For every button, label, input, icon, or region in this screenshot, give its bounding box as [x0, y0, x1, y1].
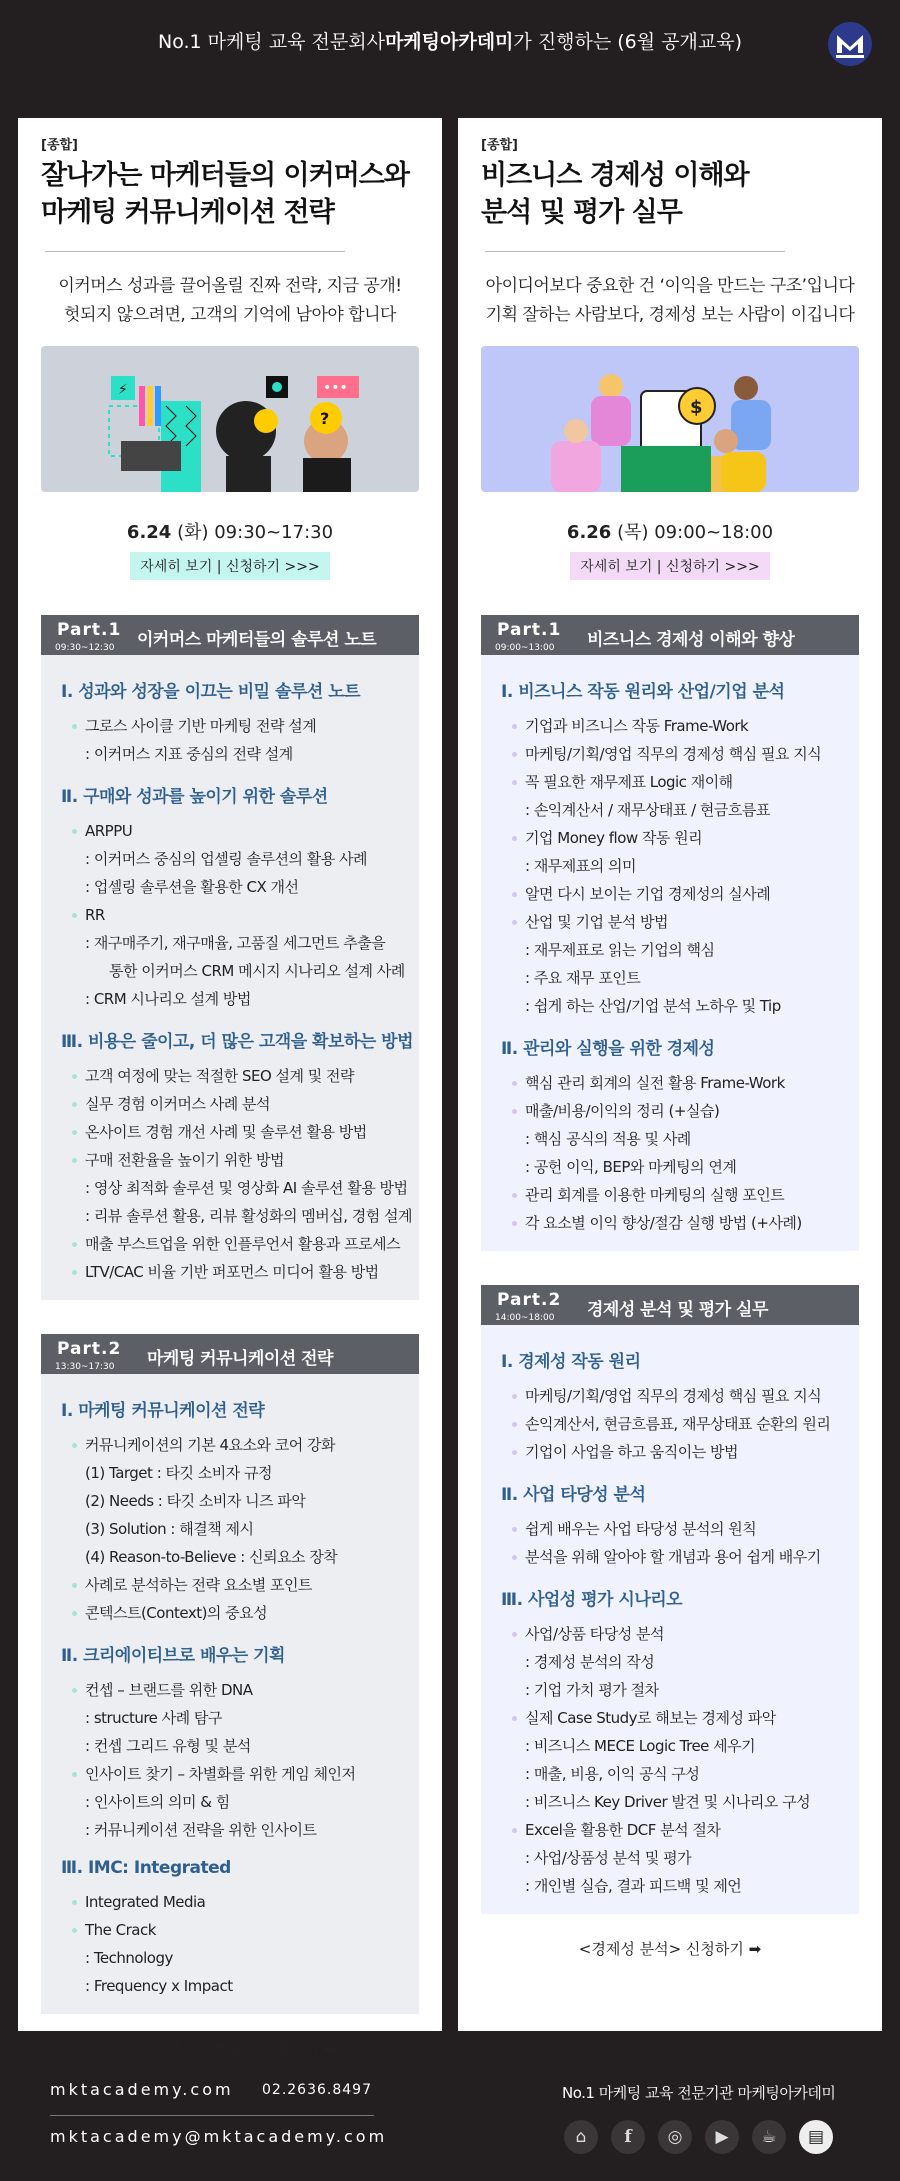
home-icon[interactable]: ⌂ [564, 2120, 598, 2154]
part-title: 마케팅 커뮤니케이션 전략 [147, 1349, 333, 1369]
course-title-line2: 분석 및 평가 실무 [481, 197, 682, 228]
curriculum-subitem: (1) Target : 타깃 소비자 규정 [85, 1464, 272, 1482]
date-time: (화) 09:30~17:30 [171, 522, 334, 543]
section-title: Ⅱ. 구매와 성과를 높이기 위한 솔루션 [61, 787, 328, 807]
intro-line2: 기획 잘하는 사람보다, 경제성 보는 사람이 이깁니다 [485, 305, 855, 325]
intro-line1: 이커머스 성과를 끌어올릴 진짜 전략, 지금 공개! [58, 276, 402, 296]
curriculum-subitem: : 매출, 비용, 이익 공식 구성 [525, 1765, 700, 1783]
course-title-line2: 마케팅 커뮤니케이션 전략 [41, 197, 334, 228]
curriculum-item: 인사이트 찾기 – 차별화를 위한 게임 체인저 [61, 1760, 419, 1788]
course-card-ecommerce [18, 118, 442, 2058]
banner-post: 가 진행하는 (6월 공개교육) [513, 30, 742, 53]
course-intro [41, 272, 419, 330]
part-time: 13:30~17:30 [55, 1362, 115, 1372]
curriculum-subitem: : 재무제표로 읽는 기업의 핵심 [525, 941, 715, 959]
curriculum-subitem: : Frequency x Impact [85, 1977, 233, 1995]
section-title: Ⅱ. 크리에이티브로 배우는 기획 [61, 1646, 285, 1666]
course-illustration [41, 346, 419, 492]
curriculum-item: 그로스 사이클 기반 마케팅 전략 설계 [61, 712, 419, 740]
curriculum-item: 실제 Case Study로 해보는 경제성 파악 [501, 1704, 859, 1732]
section-title: Ⅲ. 비용은 줄이고, 더 많은 고객을 확보하는 방법 [61, 1032, 414, 1052]
curriculum-subitem: : 손익계산서 / 재무상태표 / 현금흐름표 [525, 801, 770, 819]
top-banner [0, 0, 900, 80]
course-title [481, 157, 859, 231]
part-time: 09:30~12:30 [55, 643, 115, 653]
curriculum-subitem: : 경제성 분석의 작성 [525, 1653, 655, 1671]
part-number: Part.1 [57, 620, 122, 640]
course-title [41, 157, 419, 231]
part-time: 14:00~18:00 [495, 1313, 555, 1323]
curriculum-item: 매출/비용/이익의 정리 (+실습) [501, 1097, 859, 1125]
curriculum-item: The Crack [61, 1916, 419, 1944]
curriculum-item: 관리 회계를 이용한 마케팅의 실행 포인트 [501, 1181, 859, 1209]
curriculum-subitem: : 이커머스 중심의 업셀링 솔루션의 활용 사례 [85, 850, 367, 868]
footer-email[interactable]: mktacademy@mktacademy.com [50, 2127, 388, 2146]
curriculum-item: 마케팅/기획/영업 직무의 경제성 핵심 필요 지식 [501, 740, 859, 768]
detail-apply-button[interactable]: 자세히 보기 | 신청하기 >>> [130, 552, 329, 580]
curriculum-subitem: (3) Solution : 해결책 제시 [85, 1520, 254, 1538]
divider [485, 251, 785, 252]
curriculum-subitem: (4) Reason-to-Believe : 신뢰요소 장착 [85, 1548, 338, 1566]
curriculum-item: 사업/상품 타당성 분석 [501, 1620, 859, 1648]
curriculum-subitem: : structure 사례 탐구 [85, 1709, 222, 1727]
course-title-line1: 비즈니스 경제성 이해와 [481, 160, 749, 191]
part-title: 이커머스 마케터들의 솔루션 노트 [137, 630, 377, 650]
curriculum-item: RR [61, 901, 419, 929]
youtube-icon[interactable]: ▶ [705, 2120, 739, 2154]
instagram-icon[interactable]: ◎ [658, 2120, 692, 2154]
curriculum-item: 고객 여정에 맞는 적절한 SEO 설계 및 전략 [61, 1062, 419, 1090]
curriculum-subitem: : 재구매주기, 재구매율, 고품질 세그먼트 추출을 [85, 934, 386, 952]
curriculum-item: Excel을 활용한 DCF 분석 절차 [501, 1816, 859, 1844]
section-title: Ⅱ. 사업 타당성 분석 [501, 1485, 646, 1505]
curriculum-subitem: : 기업 가치 평가 절차 [525, 1681, 659, 1699]
banner-pre: No.1 마케팅 교육 전문회사 [158, 30, 385, 53]
course-tag: [종합] [41, 138, 78, 153]
curriculum-item: ARPPU [61, 817, 419, 845]
course-illustration [481, 346, 859, 492]
curriculum-item: 매출 부스트업을 위한 인플루언서 활용과 프로세스 [61, 1230, 419, 1258]
part-number: Part.1 [497, 620, 562, 640]
curriculum-subitem: : 이커머스 지표 중심의 전략 설계 [85, 745, 293, 763]
curriculum-item: 커뮤니케이션의 기본 4요소와 코어 강화 [61, 1431, 419, 1459]
facebook-icon[interactable]: f [611, 2120, 645, 2154]
date-bold: 6.24 [126, 522, 172, 543]
curriculum-item: 핵심 관리 회계의 실전 활용 Frame-Work [501, 1069, 859, 1097]
curriculum-subitem: : 영상 최적화 솔루션 및 영상화 AI 솔루션 활용 방법 [85, 1179, 408, 1197]
curriculum-item: 온사이트 경험 개선 사례 및 솔루션 활용 방법 [61, 1118, 419, 1146]
curriculum-subitem: : 업셀링 솔루션을 활용한 CX 개선 [85, 878, 299, 896]
section-title: Ⅰ. 마케팅 커뮤니케이션 전략 [61, 1401, 265, 1421]
book-icon[interactable]: ▤ [799, 2120, 833, 2154]
curriculum-subitem: : 개인별 실습, 결과 피드백 및 제언 [525, 1877, 742, 1895]
apply-link[interactable]: <이커머스 마케팅> 신청하기 ➡ [124, 2040, 336, 2058]
curriculum-subitem: : 쉽게 하는 산업/기업 분석 노하우 및 Tip [525, 997, 781, 1015]
curriculum-item: 컨셉 – 브랜드를 위한 DNA [61, 1676, 419, 1704]
curriculum-subitem: : 컨셉 그리드 유형 및 분석 [85, 1737, 251, 1755]
banner-brand: 마케팅아카데미 [384, 30, 514, 53]
curriculum-item: 산업 및 기업 분석 방법 [501, 908, 859, 936]
footer-social-icons [564, 2120, 833, 2154]
part1-header [481, 615, 859, 655]
part-time: 09:00~13:00 [495, 643, 555, 653]
detail-apply-button[interactable]: 자세히 보기 | 신청하기 >>> [570, 552, 769, 580]
curriculum-item: 분석을 위해 알아야 할 개념과 용어 쉽게 배우기 [501, 1543, 859, 1571]
section-title: Ⅰ. 경제성 작동 원리 [501, 1352, 641, 1372]
curriculum-subitem: : 커뮤니케이션 전략을 위한 인사이트 [85, 1821, 317, 1839]
curriculum-item: 실무 경험 이커머스 사례 분석 [61, 1090, 419, 1118]
section-title: Ⅰ. 비즈니스 작동 원리와 산업/기업 분석 [501, 682, 785, 702]
curriculum-subitem: : Technology [85, 1949, 173, 1967]
section-title: Ⅱ. 관리와 실행을 위한 경제성 [501, 1039, 715, 1059]
course-tag: [종합] [481, 138, 518, 153]
curriculum-subitem: : 비즈니스 MECE Logic Tree 세우기 [525, 1737, 756, 1755]
curriculum-item: 알면 다시 보이는 기업 경제성의 실사례 [501, 880, 859, 908]
curriculum-item: 각 요소별 이익 향상/절감 실행 방법 (+사례) [501, 1209, 859, 1237]
svg-text:•••: ••• [323, 380, 348, 396]
curriculum-item: 쉽게 배우는 사업 타당성 분석의 원칙 [501, 1515, 859, 1543]
curriculum-subitem: : 공헌 이익, BEP와 마케팅의 연계 [525, 1158, 737, 1176]
curriculum-subitem: : 인사이트의 의미 & 힘 [85, 1793, 230, 1811]
course-card-economics [458, 118, 882, 2031]
curriculum-item: 기업이 사업을 하고 움직이는 방법 [501, 1438, 859, 1466]
course-intro [481, 272, 859, 330]
curriculum-item: 손익계산서, 현금흐름표, 재무상태표 순환의 원리 [501, 1410, 859, 1438]
part-number: Part.2 [57, 1339, 122, 1359]
curriculum-item: 사례로 분석하는 전략 요소별 포인트 [61, 1571, 419, 1599]
curriculum-item: LTV/CAC 비율 기반 퍼포먼스 미디어 활용 방법 [61, 1258, 419, 1286]
curriculum-subitem: : 핵심 공식의 적용 및 사례 [525, 1130, 691, 1148]
curriculum-item: 마케팅/기획/영업 직무의 경제성 핵심 필요 지식 [501, 1382, 859, 1410]
part-title: 비즈니스 경제성 이해와 향상 [587, 630, 795, 650]
date-time: (목) 09:00~18:00 [611, 522, 774, 543]
svg-text:?: ? [320, 409, 330, 428]
curriculum-subitem: : 주요 재무 포인트 [525, 969, 641, 987]
intro-line2: 헛되지 않으려면, 고객의 기억에 남아야 합니다 [64, 305, 396, 325]
course-title-line1: 잘나가는 마케터들의 이커머스와 [41, 160, 409, 191]
curriculum-item: 기업과 비즈니스 작동 Frame-Work [501, 712, 859, 740]
curriculum-subitem: : 사업/상품성 분석 및 평가 [525, 1849, 692, 1867]
apply-link[interactable]: <경제성 분석> 신청하기 ➡ [578, 1940, 762, 1958]
curriculum-item: 구매 전환율을 높이기 위한 방법 [61, 1146, 419, 1174]
footer-divider [50, 2115, 374, 2116]
part1-curriculum [481, 655, 859, 1251]
curriculum-subitem: : CRM 시나리오 설계 방법 [85, 990, 251, 1008]
part2-curriculum [481, 1325, 859, 1914]
section-title: Ⅲ. IMC: Integrated [61, 1858, 231, 1878]
cafe-icon[interactable]: ☕ [752, 2120, 786, 2154]
course-date [481, 518, 859, 544]
part1-curriculum [41, 655, 419, 1300]
curriculum-item: 기업 Money flow 작동 원리 [501, 824, 859, 852]
section-title: Ⅲ. 사업성 평가 시나리오 [501, 1590, 683, 1610]
part2-header [481, 1285, 859, 1325]
footer-phone: 02.2636.8497 [262, 2082, 372, 2098]
curriculum-subitem: : 리뷰 솔루션 활용, 리뷰 활성화의 멤버십, 경험 설계 [85, 1207, 413, 1225]
date-bold: 6.26 [566, 522, 612, 543]
part-number: Part.2 [497, 1290, 562, 1310]
curriculum-item: 꼭 필요한 재무제표 Logic 재이해 [501, 768, 859, 796]
curriculum-subitem: (2) Needs : 타깃 소비자 니즈 파악 [85, 1492, 306, 1510]
curriculum-subitem: : 비즈니스 Key Driver 발견 및 시나리오 구성 [525, 1793, 811, 1811]
intro-line1: 아이디어보다 중요한 건 ‘이익을 만드는 구조’입니다 [485, 276, 855, 296]
svg-text:⚡: ⚡ [118, 382, 128, 398]
section-title: Ⅰ. 성과와 성장을 이끄는 비밀 솔루션 노트 [61, 682, 361, 702]
academy-logo[interactable] [826, 20, 874, 68]
part-title: 경제성 분석 및 평가 실무 [587, 1300, 768, 1320]
course-date [41, 518, 419, 544]
divider [45, 251, 345, 252]
svg-text:$: $ [690, 397, 703, 418]
footer-website[interactable]: mktacademy.com [50, 2080, 234, 2099]
curriculum-subitem: : 재무제표의 의미 [525, 857, 637, 875]
curriculum-item: 콘텍스트(Context)의 중요성 [61, 1599, 419, 1627]
part2-curriculum [41, 1374, 419, 2014]
part1-header [41, 615, 419, 655]
curriculum-subitem: 통한 이커머스 CRM 메시지 시나리오 설계 사례 [109, 962, 405, 980]
part2-header [41, 1334, 419, 1374]
footer-slogan: No.1 마케팅 교육 전문기관 마케팅아카데미 [562, 2084, 836, 2102]
curriculum-item: Integrated Media [61, 1888, 419, 1916]
